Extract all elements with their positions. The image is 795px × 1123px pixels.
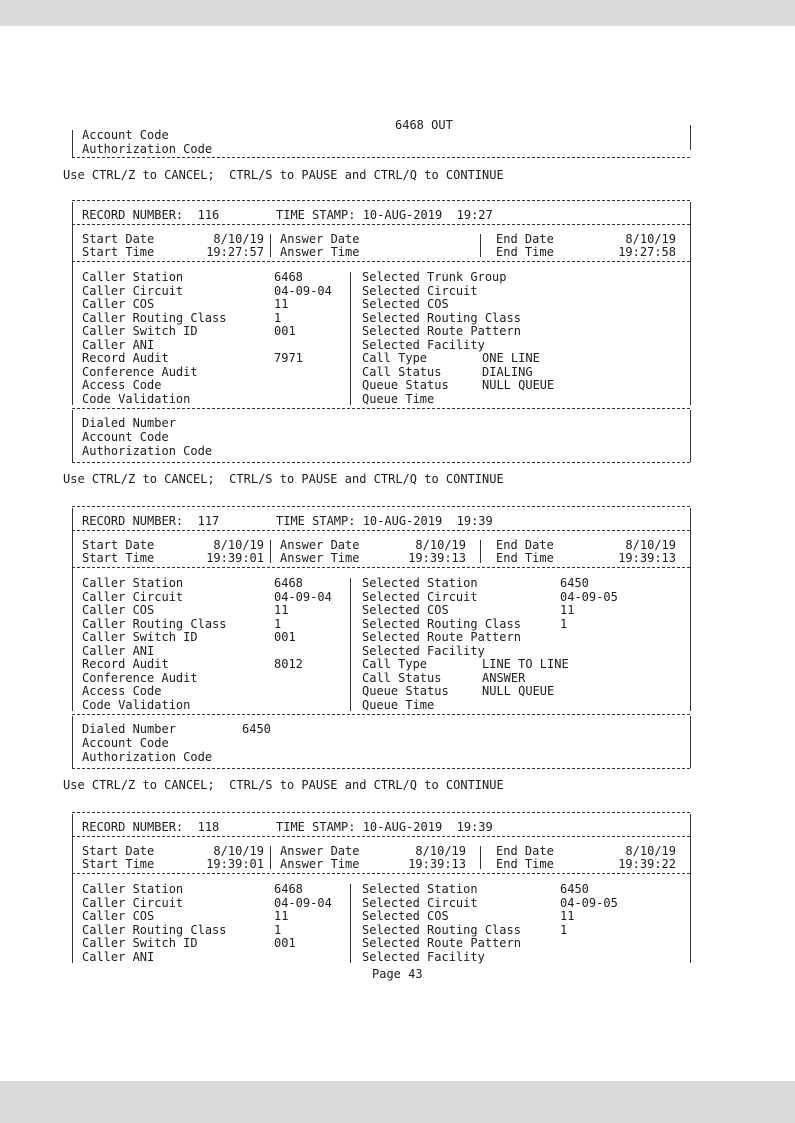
caller-circuit-label: Caller Circuit <box>82 284 184 298</box>
answer-time-label: Answer Time <box>280 551 360 565</box>
caller-station: 6468 <box>274 576 303 590</box>
caller-switch-id-label: Caller Switch ID <box>82 324 198 338</box>
dialed-number-label: Dialed Number <box>82 416 176 430</box>
record-117-left-border <box>72 716 73 768</box>
selected-cos: 11 <box>560 909 575 923</box>
selected-routing-class: 1 <box>560 617 568 631</box>
record-117-timestamp: TIME STAMP: 10-AUG-2019 19:39 <box>276 514 493 528</box>
selected-station-label: Selected Station <box>362 882 478 896</box>
record-116-bottom-border <box>72 462 690 463</box>
caller-switch-id: 001 <box>274 936 296 950</box>
caller-station: 6468 <box>274 270 303 284</box>
caller-station-label: Caller Station <box>82 576 184 590</box>
call-type: LINE TO LINE <box>482 657 569 671</box>
scan-border-bottom <box>0 1081 795 1123</box>
record-117-rule <box>72 530 690 531</box>
queue-time-label: Queue Time <box>362 698 435 712</box>
caller-circuit: 04-09-04 <box>274 590 332 604</box>
record-117-rule <box>72 567 690 568</box>
selected-station: 6450 <box>560 882 589 896</box>
border-left <box>72 130 73 157</box>
selected-route-pattern-label: Selected Route Pattern <box>362 324 521 338</box>
selected-cos-label: Selected COS <box>362 603 449 617</box>
end-date: 8/10/19 <box>625 538 676 552</box>
record-116-left-border <box>72 410 73 462</box>
caller-routing-class: 1 <box>274 311 282 325</box>
account-code-label: Account Code <box>82 128 169 142</box>
access-code-label: Access Code <box>82 378 162 392</box>
selected-routing-class-label: Selected Routing Class <box>362 311 521 325</box>
caller-circuit-label: Caller Circuit <box>82 590 184 604</box>
caller-station-label: Caller Station <box>82 270 184 284</box>
queue-status-label: Queue Status <box>362 378 449 392</box>
record-116-number: RECORD NUMBER: 116 <box>82 208 220 222</box>
caller-circuit: 04-09-04 <box>274 896 332 910</box>
selected-circuit-label: Selected Circuit <box>362 590 478 604</box>
start-time: 19:39:01 <box>206 551 264 565</box>
code-validation-label: Code Validation <box>82 392 191 406</box>
page-number: Page 43 <box>372 967 423 981</box>
call-status: DIALING <box>482 365 533 379</box>
end-date-label: End Date <box>496 844 554 858</box>
call-status-label: Call Status <box>362 365 442 379</box>
access-code-label: Access Code <box>82 684 162 698</box>
caller-cos: 11 <box>274 603 289 617</box>
answer-time: 19:39:13 <box>408 551 466 565</box>
answer-time-label: Answer Time <box>280 857 360 871</box>
conference-audit-label: Conference Audit <box>82 671 198 685</box>
answer-date: 8/10/19 <box>415 844 466 858</box>
record-118-rule <box>72 873 690 874</box>
record-117-right-border <box>690 508 691 711</box>
caller-switch-id-label: Caller Switch ID <box>82 936 198 950</box>
record-117-right-border <box>690 716 691 768</box>
caller-cos: 11 <box>274 909 289 923</box>
caller-switch-id: 001 <box>274 324 296 338</box>
record-116-top-border <box>72 200 690 201</box>
start-date: 8/10/19 <box>213 844 264 858</box>
dialed-number: 6450 <box>242 722 271 736</box>
record-117-rule <box>72 714 690 715</box>
selected-cos-label: Selected COS <box>362 909 449 923</box>
selected-facility-label: Selected Facility <box>362 950 485 964</box>
record-117-number: RECORD NUMBER: 117 <box>82 514 220 528</box>
end-date: 8/10/19 <box>625 844 676 858</box>
end-date: 8/10/19 <box>625 232 676 246</box>
column-divider <box>480 540 481 563</box>
call-type-label: Call Type <box>362 351 428 365</box>
record-audit-label: Record Audit <box>82 351 169 365</box>
answer-date-label: Answer Date <box>280 844 360 858</box>
queue-status: NULL QUEUE <box>482 378 555 392</box>
record-116-right-border <box>690 410 691 462</box>
column-divider <box>350 884 351 963</box>
record-118-top-border <box>72 812 690 813</box>
record-117-left-border <box>72 508 73 711</box>
record-118-rule <box>72 836 690 837</box>
caller-station: 6468 <box>274 882 303 896</box>
caller-routing-class-label: Caller Routing Class <box>82 923 227 937</box>
authorization-code-label: Authorization Code <box>82 750 213 764</box>
record-118-left-border <box>72 814 73 963</box>
selected-route-pattern-label: Selected Route Pattern <box>362 630 521 644</box>
column-divider <box>270 540 271 563</box>
record-118-right-border <box>690 814 691 963</box>
call-status-label: Call Status <box>362 671 442 685</box>
control-instructions: Use CTRL/Z to CANCEL; CTRL/S to PAUSE and CTRL/Q to CONTINUE <box>63 472 504 486</box>
end-time: 19:39:13 <box>618 551 676 565</box>
selected-station-label: Selected Station <box>362 576 478 590</box>
scan-border-top <box>0 0 795 26</box>
column-divider <box>270 846 271 869</box>
selected-circuit: 04-09-05 <box>560 590 618 604</box>
caller-switch-id: 001 <box>274 630 296 644</box>
record-118-number: RECORD NUMBER: 118 <box>82 820 220 834</box>
column-divider <box>480 234 481 257</box>
end-time-label: End Time <box>496 245 554 259</box>
record-116-rule <box>72 408 690 409</box>
selected-cos: 11 <box>560 603 575 617</box>
caller-circuit-label: Caller Circuit <box>82 896 184 910</box>
start-time: 19:39:01 <box>206 857 264 871</box>
dialed-number-label: Dialed Number <box>82 722 176 736</box>
caller-cos: 11 <box>274 297 289 311</box>
column-divider <box>350 578 351 711</box>
code-validation-label: Code Validation <box>82 698 191 712</box>
record-116-right-border <box>690 202 691 405</box>
queue-time-label: Queue Time <box>362 392 435 406</box>
caller-routing-class-label: Caller Routing Class <box>82 617 227 631</box>
caller-ani-label: Caller ANI <box>82 338 155 352</box>
separator <box>72 157 690 158</box>
selected-circuit-label: Selected Circuit <box>362 284 478 298</box>
control-instructions: Use CTRL/Z to CANCEL; CTRL/S to PAUSE and CTRL/Q to CONTINUE <box>63 778 504 792</box>
caller-cos-label: Caller COS <box>82 603 155 617</box>
start-time-label: Start Time <box>82 857 155 871</box>
authorization-code-label: Authorization Code <box>82 444 213 458</box>
caller-routing-class: 1 <box>274 923 282 937</box>
selected-routing-class: 1 <box>560 923 568 937</box>
record-116-left-border <box>72 202 73 405</box>
start-date-label: Start Date <box>82 232 155 246</box>
start-time-label: Start Time <box>82 551 155 565</box>
selected-cos-label: Selected COS <box>362 297 449 311</box>
conference-audit-label: Conference Audit <box>82 365 198 379</box>
account-code-label: Account Code <box>82 736 169 750</box>
selected-facility-label: Selected Facility <box>362 644 485 658</box>
selected-circuit: 04-09-05 <box>560 896 618 910</box>
record-118-timestamp: TIME STAMP: 10-AUG-2019 19:39 <box>276 820 493 834</box>
caller-cos-label: Caller COS <box>82 909 155 923</box>
record-117-top-border <box>72 506 690 507</box>
caller-ani-label: Caller ANI <box>82 950 155 964</box>
start-date-label: Start Date <box>82 538 155 552</box>
queue-status: NULL QUEUE <box>482 684 555 698</box>
answer-date-label: Answer Date <box>280 232 360 246</box>
record-audit-label: Record Audit <box>82 657 169 671</box>
end-date-label: End Date <box>496 538 554 552</box>
caller-routing-class: 1 <box>274 617 282 631</box>
border-right <box>690 125 691 150</box>
caller-station-label: Caller Station <box>82 882 184 896</box>
record-116-timestamp: TIME STAMP: 10-AUG-2019 19:27 <box>276 208 493 222</box>
caller-cos-label: Caller COS <box>82 297 155 311</box>
record-117-bottom-border <box>72 768 690 769</box>
call-type: ONE LINE <box>482 351 540 365</box>
end-date-label: End Date <box>496 232 554 246</box>
start-date: 8/10/19 <box>213 538 264 552</box>
column-divider <box>480 846 481 869</box>
end-time-label: End Time <box>496 551 554 565</box>
start-date: 8/10/19 <box>213 232 264 246</box>
selected-route-pattern-label: Selected Route Pattern <box>362 936 521 950</box>
selected-circuit-label: Selected Circuit <box>362 896 478 910</box>
start-time-label: Start Time <box>82 245 155 259</box>
call-status: ANSWER <box>482 671 526 685</box>
selected-station: 6450 <box>560 576 589 590</box>
record-audit: 8012 <box>274 657 303 671</box>
record-116-rule <box>72 224 690 225</box>
end-time: 19:39:22 <box>618 857 676 871</box>
selected-facility-label: Selected Facility <box>362 338 485 352</box>
queue-status-label: Queue Status <box>362 684 449 698</box>
answer-time-label: Answer Time <box>280 245 360 259</box>
control-instructions: Use CTRL/Z to CANCEL; CTRL/S to PAUSE and CTRL/Q to CONTINUE <box>63 168 504 182</box>
caller-routing-class-label: Caller Routing Class <box>82 311 227 325</box>
start-time: 19:27:57 <box>206 245 264 259</box>
selected-trunk-group-label: Selected Trunk Group <box>362 270 507 284</box>
caller-switch-id-label: Caller Switch ID <box>82 630 198 644</box>
end-time-label: End Time <box>496 857 554 871</box>
answer-date: 8/10/19 <box>415 538 466 552</box>
start-date-label: Start Date <box>82 844 155 858</box>
record-116-rule <box>72 261 690 262</box>
answer-time: 19:39:13 <box>408 857 466 871</box>
caller-circuit: 04-09-04 <box>274 284 332 298</box>
column-divider <box>270 234 271 257</box>
record-audit: 7971 <box>274 351 303 365</box>
selected-routing-class-label: Selected Routing Class <box>362 617 521 631</box>
authorization-code-label: Authorization Code <box>82 142 213 156</box>
page-header: 6468 OUT <box>395 118 453 132</box>
caller-ani-label: Caller ANI <box>82 644 155 658</box>
column-divider <box>350 272 351 405</box>
answer-date-label: Answer Date <box>280 538 360 552</box>
end-time: 19:27:58 <box>618 245 676 259</box>
account-code-label: Account Code <box>82 430 169 444</box>
selected-routing-class-label: Selected Routing Class <box>362 923 521 937</box>
call-type-label: Call Type <box>362 657 428 671</box>
